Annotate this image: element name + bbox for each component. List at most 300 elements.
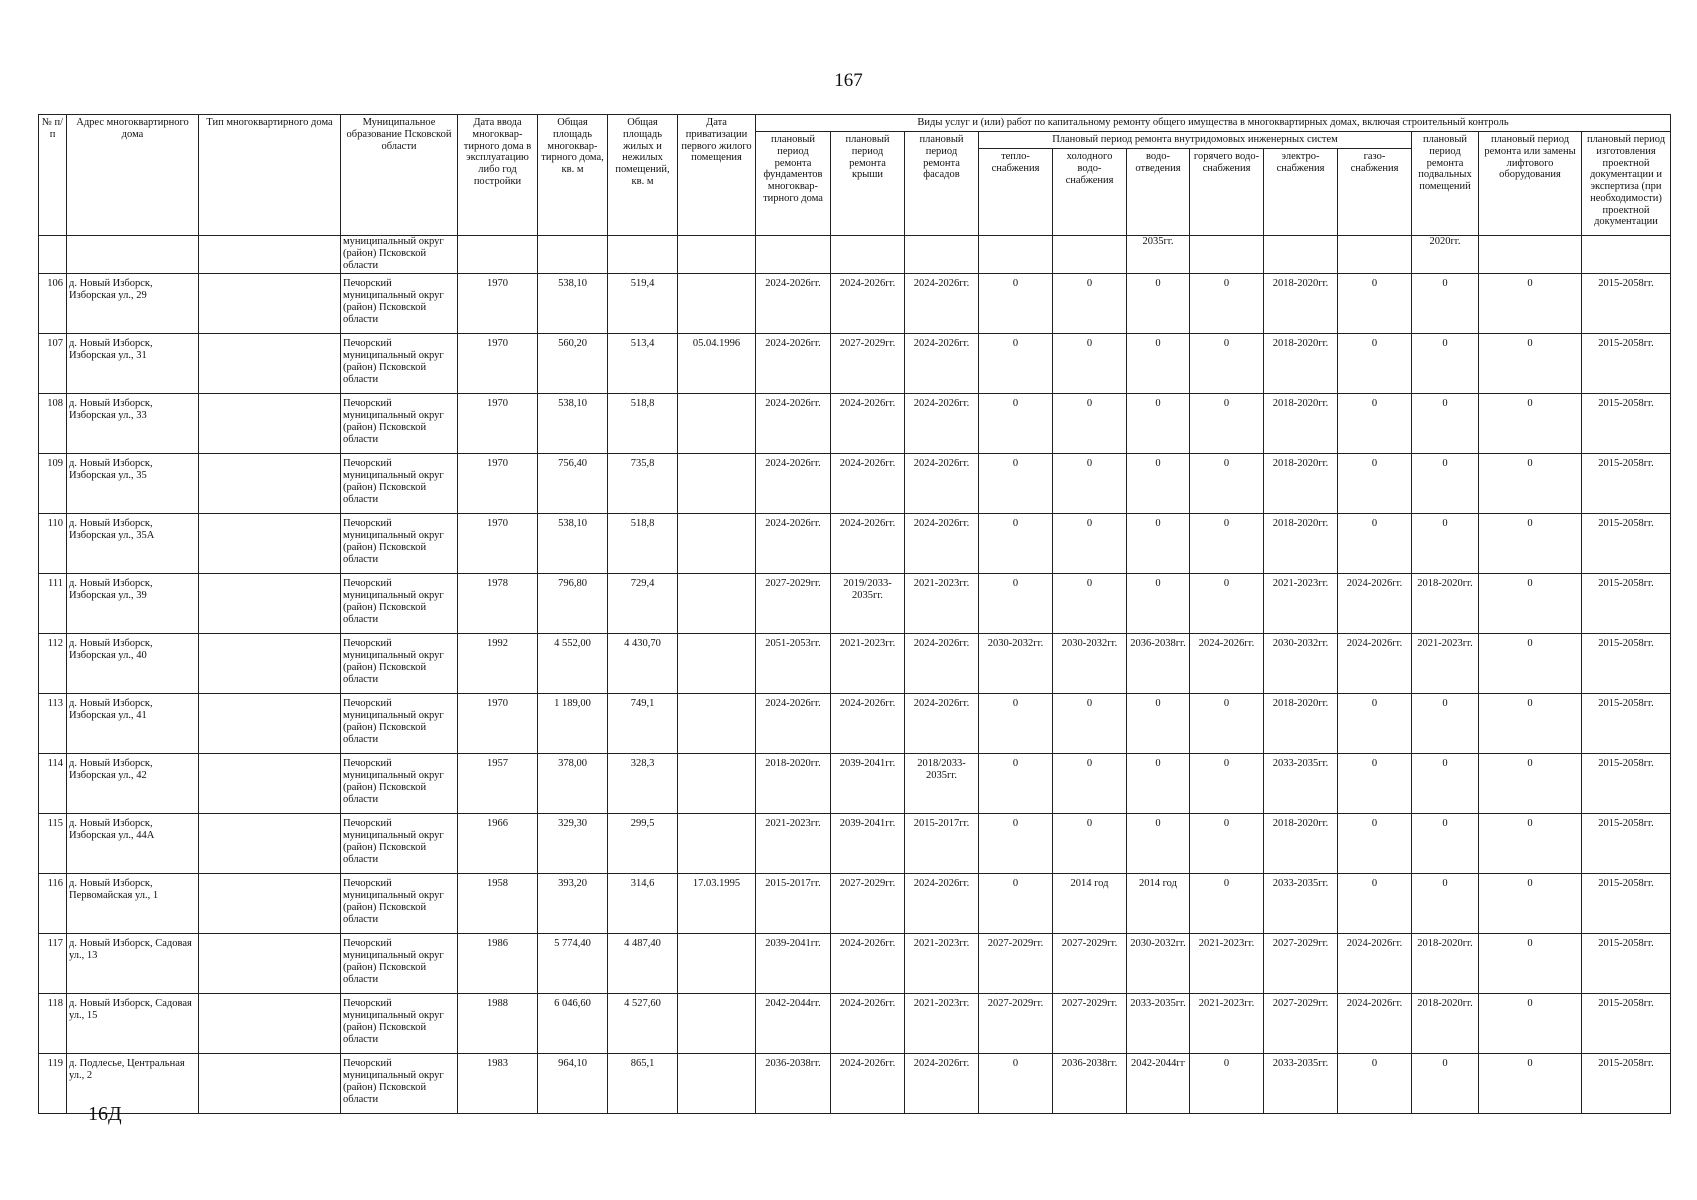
cell-hot-water: 0 <box>1190 454 1264 514</box>
cell-type <box>199 1054 341 1114</box>
cell-num: 115 <box>39 814 67 874</box>
cell-living-area: 328,3 <box>608 754 678 814</box>
cell-electric: 2018-2020гг. <box>1264 394 1338 454</box>
cell-design-docs: 2015-2058гг. <box>1582 634 1671 694</box>
cell-roof: 2024-2026гг. <box>831 994 905 1054</box>
cell <box>1264 236 1338 274</box>
cell-total-area: 538,10 <box>538 274 608 334</box>
cell-address: д. Новый Изборск, Изборская ул., 31 <box>67 334 199 394</box>
cell-address: д. Новый Изборск, Изборская ул., 29 <box>67 274 199 334</box>
table-header <box>39 115 1671 236</box>
cell-heat: 2030-2032гг. <box>979 634 1053 694</box>
cell-hot-water: 2024-2026гг. <box>1190 634 1264 694</box>
cell-electric: 2018-2020гг. <box>1264 454 1338 514</box>
cell-hot-water: 0 <box>1190 574 1264 634</box>
cell-gas: 2024-2026гг. <box>1338 994 1412 1054</box>
cell-address: д. Новый Изборск, Первомайская ул., 1 <box>67 874 199 934</box>
cell-electric: 2021-2023гг. <box>1264 574 1338 634</box>
cell-cold-water: 2036-2038гг. <box>1053 1054 1127 1114</box>
cell-total-area: 796,80 <box>538 574 608 634</box>
cell-heat: 0 <box>979 574 1053 634</box>
cell-foundation: 2024-2026гг. <box>756 274 831 334</box>
cell-roof: 2024-2026гг. <box>831 1054 905 1114</box>
cell-total-area: 6 046,60 <box>538 994 608 1054</box>
cell-heat: 0 <box>979 1054 1053 1114</box>
cell-roof: 2019/2033-2035гг. <box>831 574 905 634</box>
table-row <box>39 874 1671 934</box>
cell-drainage: 2030-2032гг. <box>1127 934 1190 994</box>
cell-municipality: Печорский муниципальный округ (район) Псковской области <box>341 994 458 1054</box>
cell-type <box>199 814 341 874</box>
cell-type <box>199 754 341 814</box>
cell-design-docs: 2015-2058гг. <box>1582 934 1671 994</box>
cell-elevator: 0 <box>1479 814 1582 874</box>
cell-living-area: 865,1 <box>608 1054 678 1114</box>
header-type: Тип многоквартирного дома <box>199 115 341 236</box>
cell-type <box>199 514 341 574</box>
cell-facade: 2018/2033-2035гг. <box>905 754 979 814</box>
cell-foundation: 2024-2026гг. <box>756 454 831 514</box>
cell-facade: 2024-2026гг. <box>905 394 979 454</box>
cell-electric: 2033-2035гг. <box>1264 874 1338 934</box>
cell-date-in: 1988 <box>458 994 538 1054</box>
cell-gas: 0 <box>1338 334 1412 394</box>
cell-roof: 2024-2026гг. <box>831 694 905 754</box>
cell-address: д. Новый Изборск, Изборская ул., 35А <box>67 514 199 574</box>
cell-basement: 0 <box>1412 514 1479 574</box>
cell-electric: 2033-2035гг. <box>1264 754 1338 814</box>
cell-facade: 2021-2023гг. <box>905 994 979 1054</box>
cell-foundation: 2042-2044гг. <box>756 994 831 1054</box>
cell-date-in: 1970 <box>458 334 538 394</box>
cell <box>1190 236 1264 274</box>
cell-cold-water: 2027-2029гг. <box>1053 934 1127 994</box>
cell-drainage: 0 <box>1127 394 1190 454</box>
cell-cold-water: 2030-2032гг. <box>1053 634 1127 694</box>
cell-municipality: Печорский муниципальный округ (район) Псковской области <box>341 274 458 334</box>
cell-living-area: 299,5 <box>608 814 678 874</box>
cell <box>831 236 905 274</box>
cell-total-area: 538,10 <box>538 394 608 454</box>
table-row <box>39 1054 1671 1114</box>
cell-roof: 2039-2041гг. <box>831 814 905 874</box>
table-row <box>39 574 1671 634</box>
cell-date-in: 1970 <box>458 454 538 514</box>
header-privatization: Дата приватизации первого жилого помещения <box>678 115 756 236</box>
cell-heat: 0 <box>979 274 1053 334</box>
cell-facade: 2024-2026гг. <box>905 1054 979 1114</box>
cell-design-docs: 2015-2058гг. <box>1582 514 1671 574</box>
cell-address: д. Подлесье, Центральная ул., 2 <box>67 1054 199 1114</box>
cell-elevator: 0 <box>1479 694 1582 754</box>
cell-gas: 0 <box>1338 1054 1412 1114</box>
cell-basement: 0 <box>1412 874 1479 934</box>
table-row <box>39 814 1671 874</box>
cell-privatization <box>678 694 756 754</box>
cell-roof: 2027-2029гг. <box>831 874 905 934</box>
continuation-row <box>39 236 1671 274</box>
cell-basement: 2018-2020гг. <box>1412 994 1479 1054</box>
cell-municipality: Печорский муниципальный округ (район) Псковской области <box>341 394 458 454</box>
cell-elevator: 0 <box>1479 934 1582 994</box>
cell-drainage: 0 <box>1127 274 1190 334</box>
cell-elevator: 0 <box>1479 394 1582 454</box>
cell-address: д. Новый Изборск, Изборская ул., 44А <box>67 814 199 874</box>
cell-num: 109 <box>39 454 67 514</box>
cell-municipality: Печорский муниципальный округ (район) Псковской области <box>341 334 458 394</box>
cell-privatization: 17.03.1995 <box>678 874 756 934</box>
cell-heat: 2027-2029гг. <box>979 934 1053 994</box>
cell-basement: 0 <box>1412 334 1479 394</box>
cell-address: д. Новый Изборск, Изборская ул., 39 <box>67 574 199 634</box>
cell-address: д. Новый Изборск, Изборская ул., 40 <box>67 634 199 694</box>
table-row <box>39 754 1671 814</box>
cell-gas: 2024-2026гг. <box>1338 574 1412 634</box>
cell-cold-water: 0 <box>1053 694 1127 754</box>
cell-facade: 2024-2026гг. <box>905 874 979 934</box>
cell-electric: 2033-2035гг. <box>1264 1054 1338 1114</box>
cell-type <box>199 274 341 334</box>
cell-type <box>199 934 341 994</box>
cell-basement: 2018-2020гг. <box>1412 574 1479 634</box>
cell-date-in: 1970 <box>458 514 538 574</box>
cell-gas: 0 <box>1338 274 1412 334</box>
capital-repair-table <box>38 114 1671 1114</box>
cell-num: 107 <box>39 334 67 394</box>
cell-elevator: 0 <box>1479 1054 1582 1114</box>
header-living-area: Общая площадь жилых и нежилых помещений, кв. м <box>608 115 678 236</box>
cell-total-area: 378,00 <box>538 754 608 814</box>
cell-elevator: 0 <box>1479 874 1582 934</box>
cell-design-docs: 2015-2058гг. <box>1582 274 1671 334</box>
cell-privatization <box>678 274 756 334</box>
table-row <box>39 634 1671 694</box>
cell-num: 112 <box>39 634 67 694</box>
cell-living-area: 314,6 <box>608 874 678 934</box>
cell-total-area: 538,10 <box>538 514 608 574</box>
cell-electric: 2027-2029гг. <box>1264 934 1338 994</box>
cell-facade: 2024-2026гг. <box>905 694 979 754</box>
table-row <box>39 514 1671 574</box>
cell <box>538 236 608 274</box>
header-cold-water: холодного водо-снабжения <box>1053 149 1127 236</box>
cell-heat: 0 <box>979 754 1053 814</box>
header-roof: плановый период ремонта крыши <box>831 132 905 236</box>
cell-basement: 0 <box>1412 1054 1479 1114</box>
cell-cold-water: 0 <box>1053 274 1127 334</box>
table-body <box>39 236 1671 1114</box>
cell-privatization <box>678 994 756 1054</box>
cell-basement: 0 <box>1412 814 1479 874</box>
cell-privatization <box>678 934 756 994</box>
cell-cold-water: 2027-2029гг. <box>1053 994 1127 1054</box>
cell-electric: 2018-2020гг. <box>1264 334 1338 394</box>
cell-hot-water: 2021-2023гг. <box>1190 994 1264 1054</box>
cell-date-in: 1957 <box>458 754 538 814</box>
header-num: № п/п <box>39 115 67 236</box>
cell-date-in: 1978 <box>458 574 538 634</box>
cell-cold-water: 0 <box>1053 514 1127 574</box>
cell-electric: 2030-2032гг. <box>1264 634 1338 694</box>
header-works-group: Виды услуг и (или) работ по капитальному ремонту общего имущества в многоквартирных домах, включая строительный контроль <box>756 115 1671 132</box>
cell-cold-water: 0 <box>1053 814 1127 874</box>
cell-living-area: 729,4 <box>608 574 678 634</box>
cell-drainage: 2042-2044гг <box>1127 1054 1190 1114</box>
header-municipality: Муниципальное образование Псковской области <box>341 115 458 236</box>
cell-drainage: 0 <box>1127 514 1190 574</box>
cell-electric: 2018-2020гг. <box>1264 694 1338 754</box>
cell-gas: 0 <box>1338 454 1412 514</box>
cell-gas: 0 <box>1338 394 1412 454</box>
cell-roof: 2024-2026гг. <box>831 454 905 514</box>
cell-hot-water: 2021-2023гг. <box>1190 934 1264 994</box>
cell-design-docs: 2015-2058гг. <box>1582 1054 1671 1114</box>
cell-municipality: Печорский муниципальный округ (район) Псковской области <box>341 1054 458 1114</box>
cell-date-in: 1970 <box>458 274 538 334</box>
cell-facade: 2024-2026гг. <box>905 454 979 514</box>
cell-date-in: 1958 <box>458 874 538 934</box>
cell-cold-water: 0 <box>1053 754 1127 814</box>
cell-privatization <box>678 574 756 634</box>
cell-elevator: 0 <box>1479 334 1582 394</box>
cell-total-area: 756,40 <box>538 454 608 514</box>
cell-date-in: 1970 <box>458 394 538 454</box>
cell-design-docs: 2015-2058гг. <box>1582 814 1671 874</box>
header-design-docs: плановый период изготовления проектной документации и экспертиза (при необходимости) проектной документации <box>1582 132 1671 236</box>
cell-municipality: Печорский муниципальный округ (район) Псковской области <box>341 934 458 994</box>
header-electric: электро-снабжения <box>1264 149 1338 236</box>
cell-drainage: 0 <box>1127 334 1190 394</box>
cell-foundation: 2024-2026гг. <box>756 694 831 754</box>
cell-elevator: 0 <box>1479 574 1582 634</box>
cell-municipality: Печорский муниципальный округ (район) Псковской области <box>341 754 458 814</box>
cell-address: д. Новый Изборск, Изборская ул., 42 <box>67 754 199 814</box>
cell-date-in: 1983 <box>458 1054 538 1114</box>
cell <box>1582 236 1671 274</box>
cell-facade: 2021-2023гг. <box>905 574 979 634</box>
cell-privatization <box>678 814 756 874</box>
table-row <box>39 994 1671 1054</box>
cell-elevator: 0 <box>1479 274 1582 334</box>
header-engineering-group: Плановый период ремонта внутридомовых инженерных систем <box>979 132 1412 149</box>
table-row <box>39 274 1671 334</box>
cell-gas: 0 <box>1338 694 1412 754</box>
cell-electric: 2018-2020гг. <box>1264 814 1338 874</box>
cell-hot-water: 0 <box>1190 394 1264 454</box>
cell-total-area: 5 774,40 <box>538 934 608 994</box>
cell-municipality: Печорский муниципальный округ (район) Псковской области <box>341 874 458 934</box>
cell-total-area: 329,30 <box>538 814 608 874</box>
cell-privatization <box>678 754 756 814</box>
cell-design-docs: 2015-2058гг. <box>1582 574 1671 634</box>
cell-num: 110 <box>39 514 67 574</box>
cell-address: д. Новый Изборск, Изборская ул., 35 <box>67 454 199 514</box>
cell-hot-water: 0 <box>1190 694 1264 754</box>
cell <box>458 236 538 274</box>
cell <box>905 236 979 274</box>
cell-heat: 0 <box>979 814 1053 874</box>
page-number: 167 <box>834 70 863 91</box>
header-drainage: водо-отведения <box>1127 149 1190 236</box>
cell-municipality: Печорский муниципальный округ (район) Псковской области <box>341 514 458 574</box>
cell-num: 113 <box>39 694 67 754</box>
cell-design-docs: 2015-2058гг. <box>1582 334 1671 394</box>
cell-privatization: 05.04.1996 <box>678 334 756 394</box>
cell-address: д. Новый Изборск, Садовая ул., 15 <box>67 994 199 1054</box>
cell <box>678 236 756 274</box>
cell-roof: 2024-2026гг. <box>831 514 905 574</box>
cell <box>1053 236 1127 274</box>
cell-heat: 2027-2029гг. <box>979 994 1053 1054</box>
cell-total-area: 393,20 <box>538 874 608 934</box>
cell-type <box>199 394 341 454</box>
cell-drainage: 0 <box>1127 754 1190 814</box>
cell-privatization <box>678 1054 756 1114</box>
cell-num: 116 <box>39 874 67 934</box>
cell-municipality: Печорский муниципальный округ (район) Псковской области <box>341 454 458 514</box>
cell-hot-water: 0 <box>1190 274 1264 334</box>
cell-living-area: 518,8 <box>608 394 678 454</box>
cell <box>67 236 199 274</box>
cell-heat: 0 <box>979 394 1053 454</box>
cell-total-area: 964,10 <box>538 1054 608 1114</box>
cell-facade: 2021-2023гг. <box>905 934 979 994</box>
cell-privatization <box>678 634 756 694</box>
cell-gas: 0 <box>1338 514 1412 574</box>
header-heat: тепло-снабжения <box>979 149 1053 236</box>
cell-drainage: 2014 год <box>1127 874 1190 934</box>
header-elevator: плановый период ремонта или замены лифтового оборудования <box>1479 132 1582 236</box>
cell-living-area: 519,4 <box>608 274 678 334</box>
cell-type <box>199 334 341 394</box>
cell-facade: 2024-2026гг. <box>905 634 979 694</box>
cell <box>199 236 341 274</box>
header-date-in: Дата ввода многоквар-тирного дома в эксплуатацию либо год постройки <box>458 115 538 236</box>
cell <box>39 236 67 274</box>
header-foundation: плановый период ремонта фундаментов многоквар-тирного дома <box>756 132 831 236</box>
header-hot-water: горячего водо-снабжения <box>1190 149 1264 236</box>
cell-living-area: 749,1 <box>608 694 678 754</box>
cell-design-docs: 2015-2058гг. <box>1582 994 1671 1054</box>
cell-gas: 2024-2026гг. <box>1338 934 1412 994</box>
cell-municipality: Печорский муниципальный округ (район) Псковской области <box>341 574 458 634</box>
cell-foundation: 2027-2029гг. <box>756 574 831 634</box>
cell-foundation: 2024-2026гг. <box>756 514 831 574</box>
cell-cold-water: 0 <box>1053 574 1127 634</box>
cell <box>979 236 1053 274</box>
cell-address: д. Новый Изборск, Изборская ул., 33 <box>67 394 199 454</box>
cell-foundation: 2021-2023гг. <box>756 814 831 874</box>
cell-date-in: 1966 <box>458 814 538 874</box>
cell-basement: 2018-2020гг. <box>1412 934 1479 994</box>
cell-design-docs: 2015-2058гг. <box>1582 394 1671 454</box>
cell-facade: 2024-2026гг. <box>905 514 979 574</box>
cell-type <box>199 634 341 694</box>
cell-gas: 2024-2026гг. <box>1338 634 1412 694</box>
cell-privatization <box>678 514 756 574</box>
cell-type <box>199 574 341 634</box>
table-row <box>39 694 1671 754</box>
cell-cold-water: 0 <box>1053 394 1127 454</box>
table-row <box>39 334 1671 394</box>
cell-drainage: 0 <box>1127 694 1190 754</box>
cell-gas: 0 <box>1338 814 1412 874</box>
cell-basement: 0 <box>1412 694 1479 754</box>
header-basement: плановый период ремонта подвальных помещений <box>1412 132 1479 236</box>
cell-privatization <box>678 394 756 454</box>
cell-design-docs: 2015-2058гг. <box>1582 454 1671 514</box>
cell-elevator: 0 <box>1479 634 1582 694</box>
cell-num: 106 <box>39 274 67 334</box>
cell-hot-water: 0 <box>1190 514 1264 574</box>
cell <box>1479 236 1582 274</box>
cell-num: 111 <box>39 574 67 634</box>
cell-living-area: 518,8 <box>608 514 678 574</box>
cell-basement: 0 <box>1412 754 1479 814</box>
cell-type <box>199 454 341 514</box>
cell-drainage: 2036-2038гг. <box>1127 634 1190 694</box>
cell-date-in: 1992 <box>458 634 538 694</box>
cell-gas: 0 <box>1338 754 1412 814</box>
cell-drainage: 2033-2035гг. <box>1127 994 1190 1054</box>
cell-basement: 2020гг. <box>1412 236 1479 274</box>
cell-date-in: 1970 <box>458 694 538 754</box>
cell-date-in: 1986 <box>458 934 538 994</box>
cell-privatization <box>678 454 756 514</box>
cell-cold-water: 0 <box>1053 334 1127 394</box>
cell-municipality: муниципальный округ (район) Псковской области <box>341 236 458 274</box>
cell-heat: 0 <box>979 454 1053 514</box>
cell-num: 119 <box>39 1054 67 1114</box>
cell-type <box>199 874 341 934</box>
cell-foundation: 2024-2026гг. <box>756 394 831 454</box>
cell-hot-water: 0 <box>1190 814 1264 874</box>
cell-cold-water: 2014 год <box>1053 874 1127 934</box>
cell-hot-water: 0 <box>1190 874 1264 934</box>
cell-heat: 0 <box>979 694 1053 754</box>
header-address: Адрес многоквартирного дома <box>67 115 199 236</box>
cell-heat: 0 <box>979 334 1053 394</box>
cell-cold-water: 0 <box>1053 454 1127 514</box>
footer-mark: 16Д <box>88 1103 122 1125</box>
cell-elevator: 0 <box>1479 994 1582 1054</box>
cell-elevator: 0 <box>1479 454 1582 514</box>
cell-roof: 2021-2023гг. <box>831 634 905 694</box>
header-gas: газо-снабжения <box>1338 149 1412 236</box>
cell-living-area: 513,4 <box>608 334 678 394</box>
cell-drainage: 0 <box>1127 454 1190 514</box>
cell-electric: 2027-2029гг. <box>1264 994 1338 1054</box>
cell-num: 114 <box>39 754 67 814</box>
cell-living-area: 4 430,70 <box>608 634 678 694</box>
cell-num: 108 <box>39 394 67 454</box>
cell-foundation: 2051-2053гг. <box>756 634 831 694</box>
cell-roof: 2039-2041гг. <box>831 754 905 814</box>
cell-electric: 2018-2020гг. <box>1264 274 1338 334</box>
cell-heat: 0 <box>979 874 1053 934</box>
cell-municipality: Печорский муниципальный округ (район) Псковской области <box>341 634 458 694</box>
cell-living-area: 4 527,60 <box>608 994 678 1054</box>
cell-design-docs: 2015-2058гг. <box>1582 694 1671 754</box>
cell-roof: 2024-2026гг. <box>831 934 905 994</box>
cell-foundation: 2036-2038гг. <box>756 1054 831 1114</box>
table-row <box>39 454 1671 514</box>
cell-num: 118 <box>39 994 67 1054</box>
cell-basement: 0 <box>1412 394 1479 454</box>
header-total-area: Общая площадь многоквар-тирного дома, кв. м <box>538 115 608 236</box>
cell-design-docs: 2015-2058гг. <box>1582 754 1671 814</box>
cell-municipality: Печорский муниципальный округ (район) Псковской области <box>341 694 458 754</box>
